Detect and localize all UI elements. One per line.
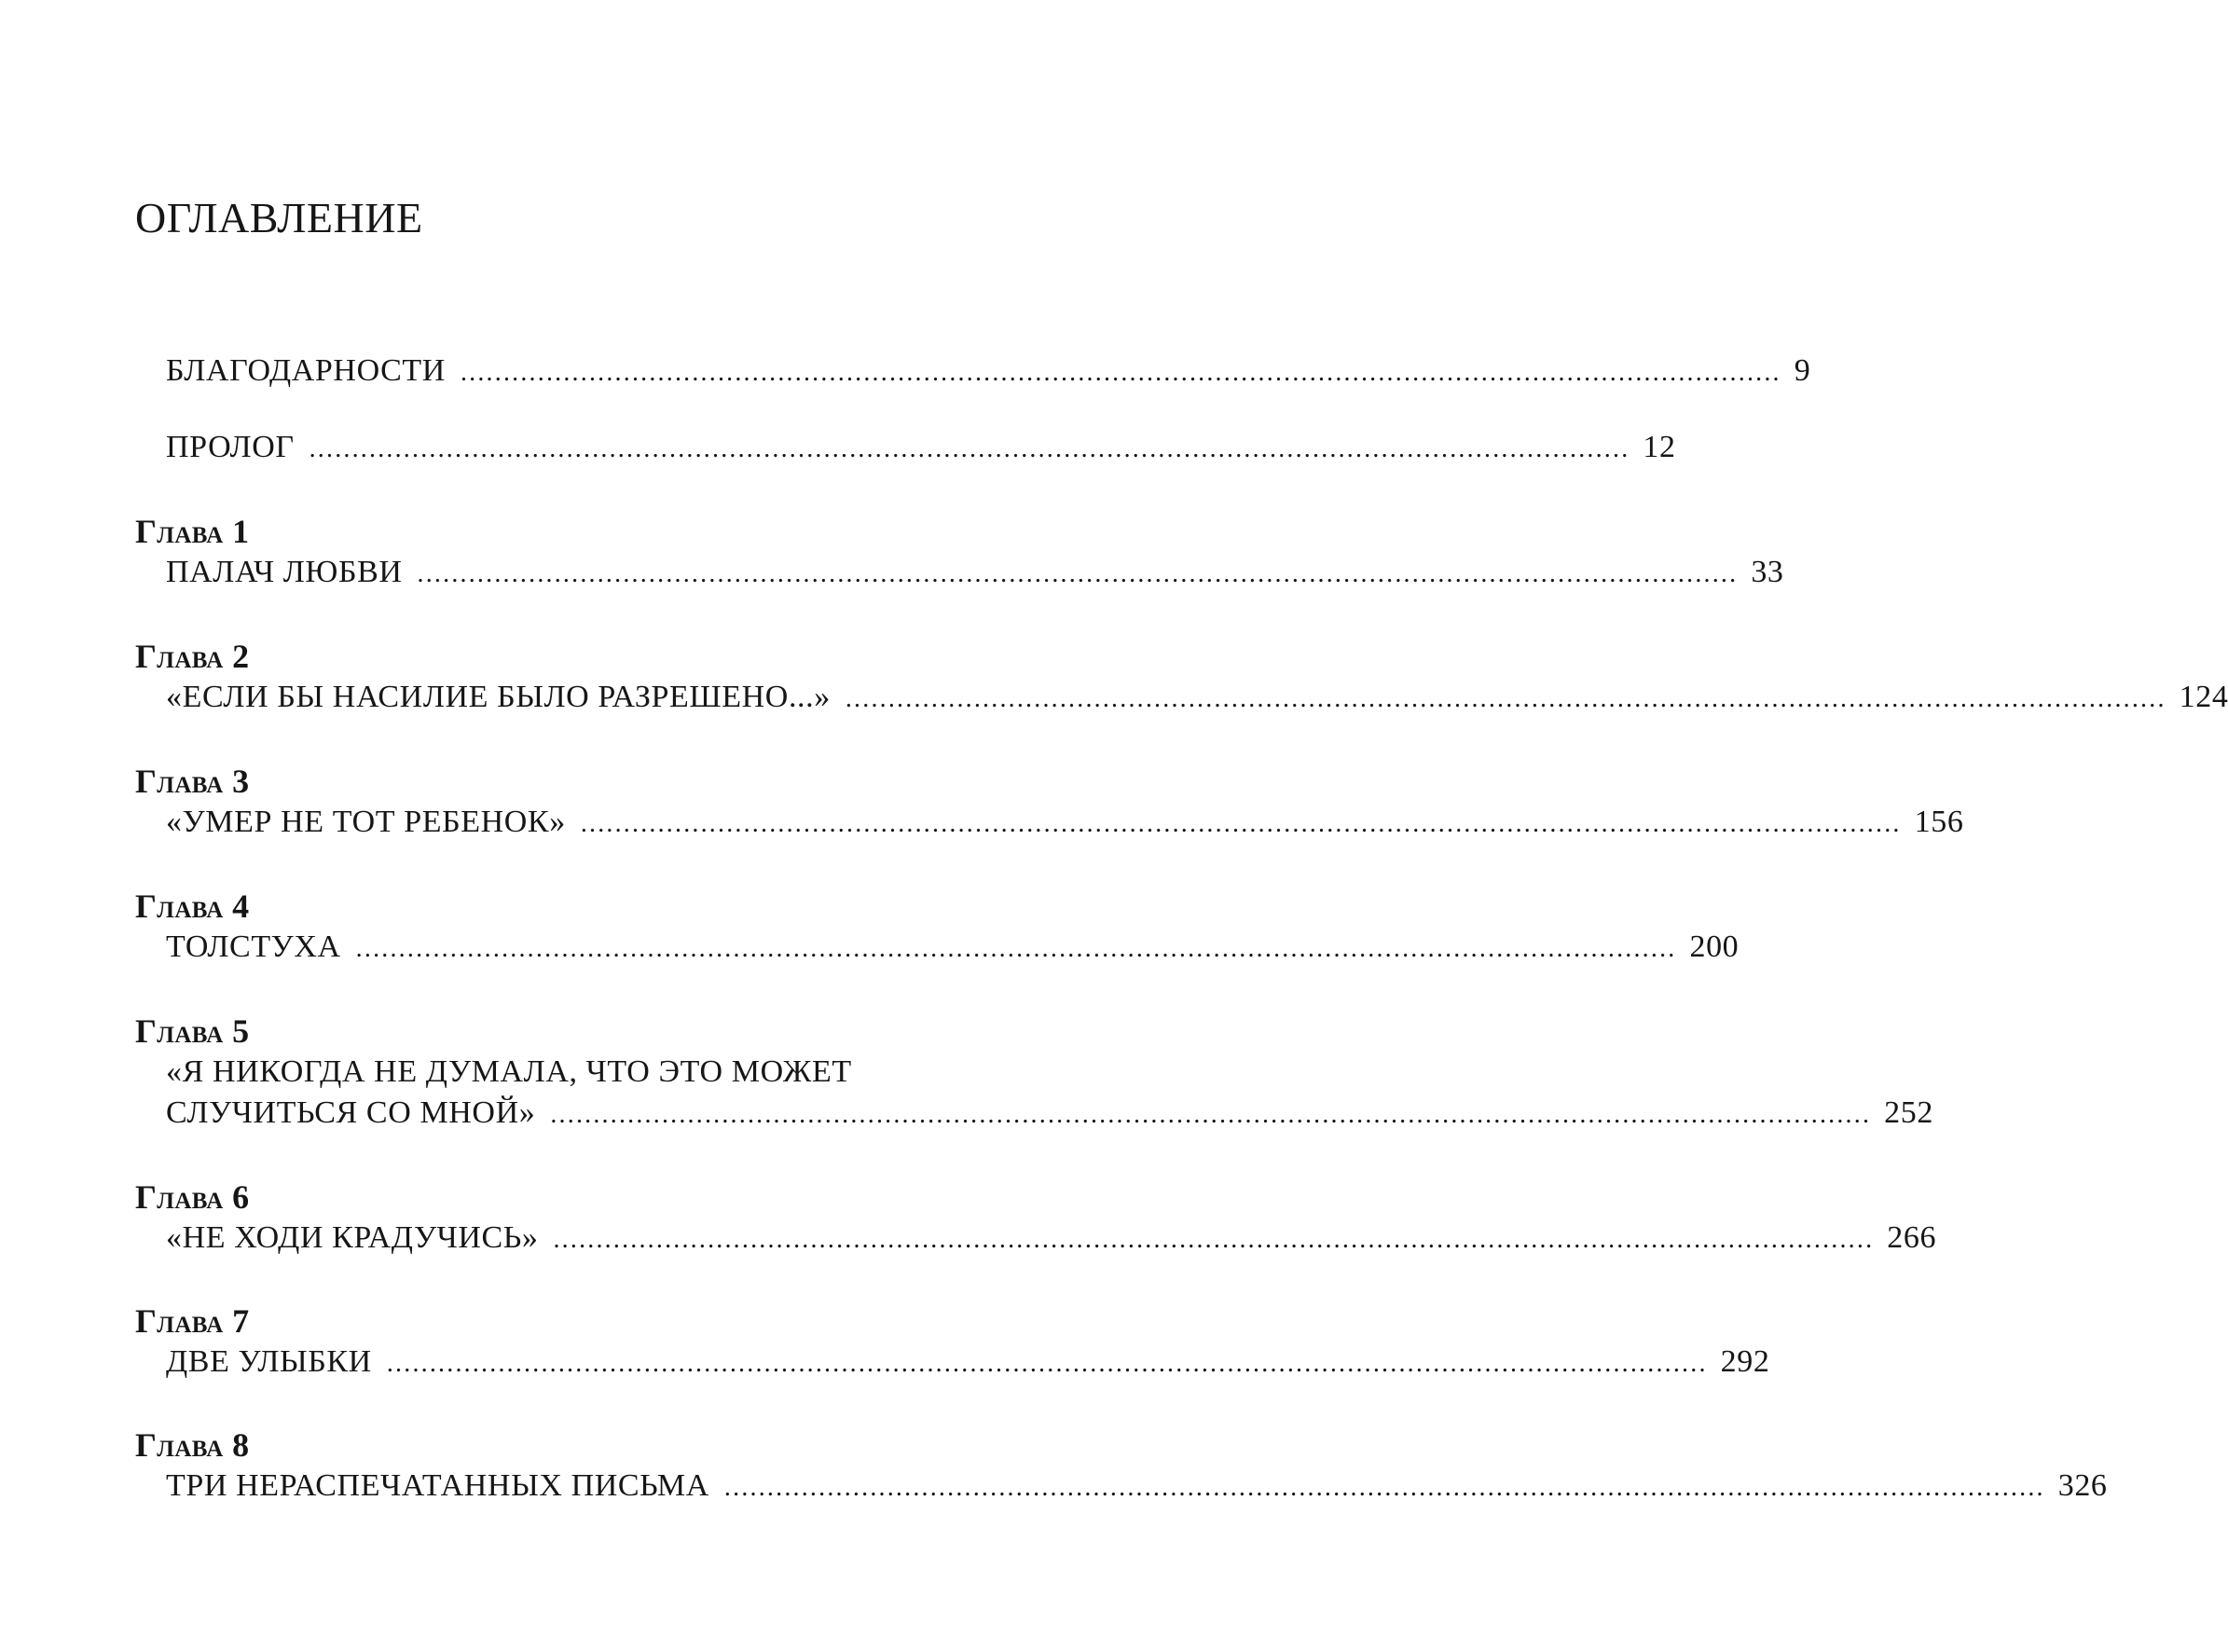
chapter-label: Глава 8 xyxy=(135,1426,250,1464)
toc-entry-chapter-6[interactable] xyxy=(166,1218,1937,1259)
chapter-label: Глава 7 xyxy=(135,1302,250,1340)
toc-page-number: 266 xyxy=(1887,1220,1937,1255)
toc-entry-title-line-1[interactable]: «Я НИКОГДА НЕ ДУМАЛА, ЧТО ЭТО МОЖЕТ xyxy=(166,1054,852,1089)
toc-entry-title: «НЕ ХОДИ КРАДУЧИСЬ» xyxy=(166,1220,539,1255)
toc-entry-acknowledgements[interactable] xyxy=(166,351,1811,392)
toc-entry-chapter-1[interactable] xyxy=(166,552,1784,593)
toc-entry-title: ПАЛАЧ ЛЮБВИ xyxy=(166,555,403,589)
chapter-label: Глава 6 xyxy=(135,1178,250,1216)
dot-leader: .......................................................................................................................................................... xyxy=(550,1100,1872,1129)
toc-page-number: 124 xyxy=(2179,680,2228,714)
page-title: ОГЛАВЛЕНИЕ xyxy=(135,194,423,241)
dot-leader: .......................................................................................................................................................... xyxy=(553,1225,1875,1254)
toc-page-number: 12 xyxy=(1643,430,1676,464)
toc-page-number: 326 xyxy=(2057,1468,2108,1503)
chapter-label: Глава 1 xyxy=(135,513,250,550)
dot-leader: .......................................................................................................................................................... xyxy=(723,1473,2045,1502)
chapter-label: Глава 3 xyxy=(135,763,250,800)
toc-entry-title: «ЕСЛИ БЫ НАСИЛИЕ БЫЛО РАЗРЕШЕНО...» xyxy=(166,680,831,714)
toc-entry-chapter-5[interactable] xyxy=(166,1093,1933,1134)
toc-entry-chapter-3[interactable] xyxy=(166,802,1964,843)
toc-page-number: 156 xyxy=(1914,805,1964,839)
toc-entry-prologue[interactable] xyxy=(166,427,1676,468)
dot-leader: .......................................................................................................................................................... xyxy=(355,934,1677,963)
toc-page-number: 33 xyxy=(1751,555,1784,589)
toc-page-number: 200 xyxy=(1689,929,1740,964)
dot-leader: .......................................................................................................................................................... xyxy=(417,559,1739,588)
toc-page-number: 252 xyxy=(1884,1095,1933,1130)
toc-entry-title-line-2: СЛУЧИТЬСЯ СО МНОЙ» xyxy=(166,1095,536,1130)
toc-entry-title: ДВЕ УЛЫБКИ xyxy=(166,1344,372,1379)
chapter-label: Глава 5 xyxy=(135,1012,250,1050)
dot-leader: .......................................................................................................................................................... xyxy=(309,434,1630,463)
toc-entry-chapter-8[interactable] xyxy=(166,1466,2108,1507)
toc-entry-chapter-2[interactable] xyxy=(166,677,2228,718)
toc-entry-title: ТОЛСТУХА xyxy=(166,929,341,964)
chapter-label: Глава 2 xyxy=(135,638,250,675)
toc-entry-title: «УМЕР НЕ ТОТ РЕБЕНОК» xyxy=(166,805,566,839)
toc-page-number: 9 xyxy=(1794,353,1811,388)
toc-page-number: 292 xyxy=(1720,1344,1770,1379)
dot-leader: .......................................................................................................................................................... xyxy=(580,809,1902,838)
chapter-label: Глава 4 xyxy=(135,888,250,925)
dot-leader: .......................................................................................................................................................... xyxy=(845,684,2166,713)
toc-entry-title: ТРИ НЕРАСПЕЧАТАННЫХ ПИСЬМА xyxy=(166,1468,709,1503)
dot-leader: .......................................................................................................................................................... xyxy=(460,358,1781,387)
dot-leader: .......................................................................................................................................................... xyxy=(386,1349,1708,1378)
toc-entry-chapter-4[interactable] xyxy=(166,927,1740,968)
toc-entry-chapter-7[interactable] xyxy=(166,1342,1770,1383)
toc-entry-title: ПРОЛОГ xyxy=(166,430,295,464)
toc-entry-title: БЛАГОДАРНОСТИ xyxy=(166,353,446,388)
